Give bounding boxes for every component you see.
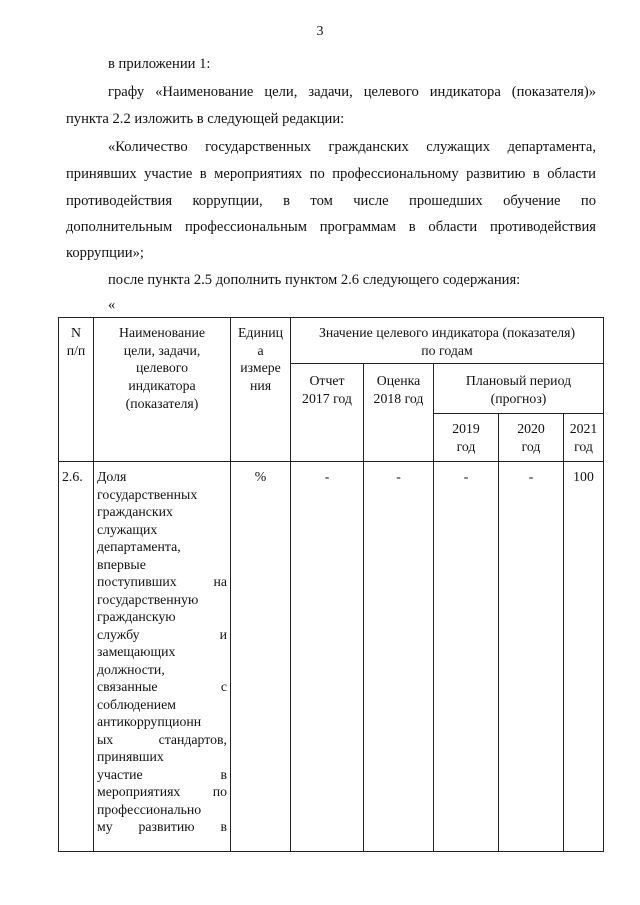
quote-line5: коррупции»; [66,245,144,261]
row-indicator-name: Доля государственных гражданских служащих департамента, впервые поступивших на государственную гражданскую службу и замещающих должности, связанные с соблюдением антикоррупционн ых стандартов, принявших участие в мероприятиях по профессионально му развитию в [94,462,231,852]
page-number: 3 [316,24,324,39]
header-plan-period: Плановый период (прогноз) [434,364,604,414]
quote-line2: принявших участие в мероприятиях по профессиональному развитию в области [66,166,596,182]
indicator-table [58,317,604,852]
header-year-2020: 2020 год [499,414,564,462]
opening-quote: « [108,297,116,313]
header-year-2019: 2019 год [434,414,499,462]
row-value-2021: 100 [564,462,604,852]
header-values: Значение целевого индикатора (показателя) по годам [291,318,604,364]
row-value-2018: - [364,462,434,852]
paragraph-annex: в приложении 1: [108,56,211,72]
row-unit: % [231,462,291,852]
header-name: Наименование цели, задачи, целевого индикатора (показателя) [94,318,231,462]
row-number: 2.6. [59,462,94,852]
header-unit: Единиц а измере ния [231,318,291,462]
paragraph-add-item: после пункта 2.5 дополнить пунктом 2.6 следующего содержания: [108,272,521,288]
row-value-2020: - [499,462,564,852]
paragraph-column-line1: графу «Наименование цели, задачи, целевого индикатора (показателя)» [108,84,596,100]
quote-line3: противодействия коррупции, в том числе прошедших обучение по [66,193,596,209]
quote-line4: дополнительным профессиональным программам в области противодействия [66,219,596,235]
paragraph-column-line2: пункта 2.2 изложить в следующей редакции: [66,111,345,127]
quote-line1: «Количество государственных гражданских служащих департамента, [108,139,596,155]
header-year-2021: 2021 год [564,414,604,462]
row-value-2017: - [291,462,364,852]
header-number: N п/п [59,318,94,462]
header-estimate-2018: Оценка 2018 год [364,364,434,462]
header-report-2017: Отчет 2017 год [291,364,364,462]
row-value-2019: - [434,462,499,852]
